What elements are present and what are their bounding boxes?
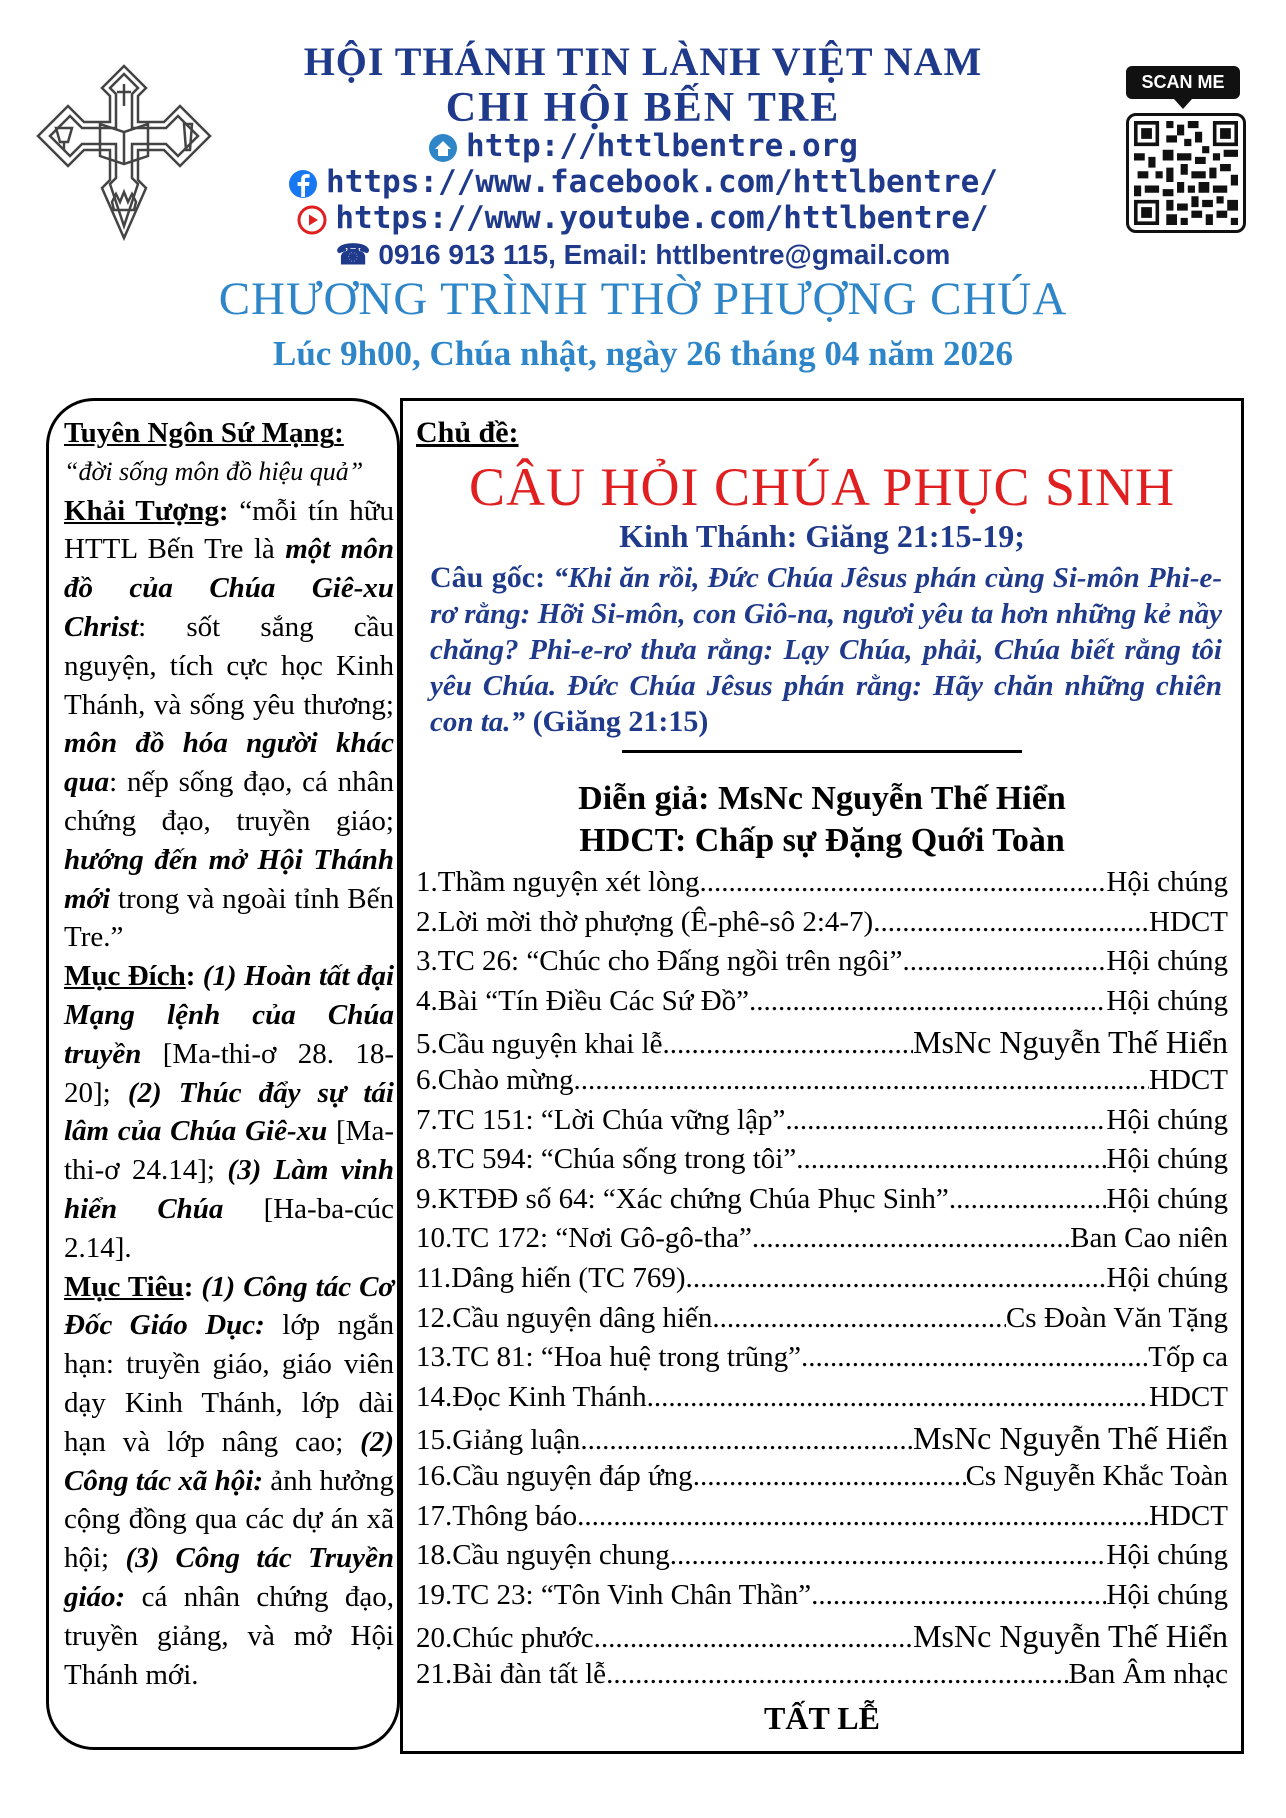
program-item-assignee: Hội chúng bbox=[1106, 1103, 1228, 1136]
topic-label: Chủ đề: bbox=[416, 416, 519, 449]
program-item-title: Bài “Tín Điều Các Sứ Đồ” bbox=[437, 984, 750, 1017]
dot-leader bbox=[577, 1500, 1149, 1533]
dot-leader bbox=[700, 866, 1107, 899]
goal-text-1: lớp ngắn hạn: truyền giáo, giáo viên dạy Kinh Thánh, lớp dài hạn và lớp nâng cao; bbox=[64, 1309, 394, 1458]
contact-line: ☎ 0916 913 115, Email: httlbentre@gmail.com bbox=[335, 239, 951, 270]
program-item bbox=[416, 1262, 1228, 1302]
program-item-title: TC 23: “Tôn Vinh Chân Thần” bbox=[452, 1578, 812, 1611]
program-item-title: Cầu nguyện đáp ứng bbox=[452, 1459, 693, 1492]
purpose-text-2: [Ma-thi-ơ 24.14]; bbox=[64, 1115, 394, 1187]
youtube-icon bbox=[297, 205, 327, 235]
goal-text-3: cá nhân chứng đạo, truyền giảng, và mở Hội Thánh mới. bbox=[64, 1580, 394, 1691]
dot-leader bbox=[752, 1222, 1070, 1255]
program-item-number: 19. bbox=[416, 1578, 453, 1611]
program-item-assignee: Hội chúng bbox=[1106, 866, 1228, 898]
purpose-bold-1: (1) Hoàn tất đại Mạng lệnh của Chúa truyền bbox=[64, 960, 395, 1070]
program-item-title: Dâng hiến (TC 769). bbox=[451, 1261, 693, 1294]
goal-bold-1: (1) Công tác Cơ Đốc Giáo Dục: bbox=[64, 1270, 394, 1342]
vision-bold-1: một môn đồ của Chúa Giê-xu Christ bbox=[64, 533, 394, 643]
dot-leader bbox=[749, 985, 1106, 1018]
key-verse bbox=[430, 560, 1222, 740]
org-name: HỘI THÁNH TIN LÀNH VIỆT NAM bbox=[303, 39, 983, 84]
dot-leader bbox=[693, 1460, 966, 1493]
dot-leader bbox=[606, 1658, 1068, 1691]
program-item bbox=[416, 1183, 1228, 1223]
program-item-assignee: Hội chúng bbox=[1106, 1182, 1228, 1215]
vision-text-1: “mỗi tín hữu HTTL Bến Tre là bbox=[64, 494, 394, 566]
program-item-title: Thầm nguyện xét lòng bbox=[437, 866, 700, 898]
program-item-number: 3. bbox=[416, 945, 438, 978]
youtube-line bbox=[0, 200, 1286, 236]
program-item bbox=[416, 1302, 1228, 1342]
purpose-bold-2: (2) Thúc đẩy sự tái lâm của Chúa Giê-xu bbox=[64, 1076, 394, 1148]
program-item-title: Bài đàn tất lễ bbox=[452, 1657, 607, 1690]
qr-block bbox=[1126, 66, 1244, 233]
order-of-service bbox=[416, 866, 1228, 1697]
closing-label: TẤT LỄ bbox=[764, 1700, 880, 1736]
dot-leader bbox=[647, 1381, 1149, 1414]
program-item-title: Cầu nguyện dâng hiến bbox=[452, 1301, 713, 1334]
program-item-number: 16. bbox=[416, 1459, 453, 1492]
goal-bold-3: (3) Công tác Truyền giáo: bbox=[64, 1542, 395, 1613]
website-line bbox=[0, 128, 1286, 164]
vision-text-3: : nếp sống đạo, cá nhân chứng đạo, truyền giáo; bbox=[64, 766, 394, 837]
host-line: HDCT: Chấp sự Đặng Quới Toàn bbox=[579, 822, 1065, 859]
program-item-number: 14. bbox=[416, 1380, 453, 1413]
program-item-title: Lời mời thờ phượng (Ê-phê-sô 2:4-7) bbox=[437, 905, 874, 938]
program-item-title: Cầu nguyện khai lễ bbox=[437, 1028, 663, 1061]
program-item-assignee: Hội chúng bbox=[1106, 1539, 1228, 1572]
goal-bold-2: (2) Công tác xã hội: bbox=[64, 1425, 394, 1497]
program-item-title: TC 151: “Lời Chúa vững lập” bbox=[437, 1103, 786, 1136]
speaker-line: Diễn giả: MsNc Nguyễn Thế Hiển bbox=[578, 780, 1066, 817]
vision-paragraph: Khải Tượng: “mỗi tín hữu HTTL Bến Tre là một môn đồ của Chúa Giê-xu Christ: sốt sắng cầu nguyện, tích cực học Kinh Thánh, và sống yêu thương; môn đồ hóa người khác qua: nếp sống đạo, cá nhân chứng đạo, truyền giáo; hướng đến mở Hội Thánh mới trong và ngoài tỉnh Bến Tre.” bbox=[64, 494, 394, 954]
program-item-assignee: Hội chúng bbox=[1106, 984, 1228, 1017]
mission-statement: “đời sống môn đồ hiệu quả” bbox=[64, 456, 364, 486]
program-item bbox=[416, 945, 1228, 985]
program-item-assignee: HDCT bbox=[1149, 1063, 1228, 1096]
qr-code-icon bbox=[1134, 121, 1238, 225]
branch-name: CHI HỘI BẾN TRE bbox=[445, 85, 841, 131]
verse-label: Câu gốc: bbox=[430, 561, 554, 594]
purpose-text-1: [Ma-thi-ơ 28. 18-20]; bbox=[64, 1037, 394, 1109]
dot-leader bbox=[949, 1183, 1107, 1216]
program-item-title: TC 594: “Chúa sống trong tôi” bbox=[437, 1143, 797, 1176]
program-item bbox=[416, 1658, 1228, 1698]
qr-code[interactable] bbox=[1126, 113, 1246, 233]
program-item-title: Cầu nguyện chung bbox=[452, 1539, 670, 1572]
dot-leader bbox=[873, 906, 1149, 939]
program-item-number: 9. bbox=[416, 1182, 438, 1215]
program-item-assignee: Hội chúng bbox=[1106, 1143, 1228, 1176]
program-item-title: TC 81: “Hoa huệ trong trũng” bbox=[452, 1341, 801, 1374]
goal-text-2: ảnh hưởng cộng đồng qua các dự án xã hội; bbox=[64, 1464, 394, 1575]
program-item bbox=[416, 1539, 1228, 1579]
program-item-assignee: HDCT bbox=[1149, 1380, 1228, 1413]
program-item-assignee: Hội chúng bbox=[1106, 1578, 1228, 1611]
program-item-number: 21. bbox=[416, 1657, 453, 1690]
program-item bbox=[416, 906, 1228, 946]
program-item-assignee: MsNc Nguyễn Thế Hiển bbox=[913, 1024, 1228, 1061]
dot-leader bbox=[670, 1539, 1107, 1572]
youtube-link[interactable]: https://www.youtube.com/httlbentre/ bbox=[335, 200, 989, 236]
program-item-title: Đọc Kinh Thánh bbox=[452, 1380, 647, 1413]
service-datetime: Lúc 9h00, Chúa nhật, ngày 26 tháng 04 năm 2026 bbox=[272, 334, 1014, 373]
program-item bbox=[416, 866, 1228, 906]
program-item bbox=[416, 1618, 1228, 1658]
program-item bbox=[416, 1420, 1228, 1460]
dot-leader bbox=[693, 1262, 1107, 1295]
purpose-label: Mục Đích bbox=[64, 960, 186, 993]
website-link[interactable]: http://httlbentre.org bbox=[466, 128, 858, 164]
purpose-bold-3: (3) Làm vinh hiển Chúa bbox=[64, 1154, 394, 1225]
program-item-title: Thông báo bbox=[452, 1499, 578, 1532]
dot-leader bbox=[902, 945, 1106, 978]
program-item-assignee: MsNc Nguyễn Thế Hiển bbox=[913, 1420, 1228, 1457]
purpose-text-3: [Ha-ba-cúc 2.14]. bbox=[64, 1192, 394, 1264]
dot-leader bbox=[594, 1622, 913, 1655]
scripture-reference: Kinh Thánh: Giăng 21:15-19; bbox=[619, 518, 1025, 554]
program-item-assignee: Ban Âm nhạc bbox=[1068, 1657, 1228, 1690]
program-title: CHƯƠNG TRÌNH THỜ PHƯỢNG CHÚA bbox=[218, 273, 1068, 325]
program-item-assignee: Ban Cao niên bbox=[1070, 1222, 1228, 1255]
verse-text: “Khi ăn rồi, Đức Chúa Jêsus phán cùng Si-môn Phi-e-rơ rằng: Hỡi Si-môn, con Giô-na, ngươi yêu ta hơn những kẻ nầy chăng? Phi-e-rơ thưa rằng: Lạy Chúa, phải, Chúa biết rằng tôi yêu Chúa. Đức Chúa Jêsus phán rằng: Hãy chăn những chiên con ta.” bbox=[430, 562, 1223, 738]
scan-me-label: SCAN ME bbox=[1126, 66, 1240, 99]
program-item-number: 7. bbox=[416, 1103, 438, 1136]
dot-leader bbox=[801, 1341, 1148, 1374]
program-item-number: 13. bbox=[416, 1341, 453, 1374]
mission-label: Tuyên Ngôn Sứ Mạng bbox=[64, 417, 335, 449]
mission-text bbox=[64, 414, 394, 1694]
purpose-paragraph: Mục Đích: (1) Hoàn tất đại Mạng lệnh của Chúa truyền [Ma-thi-ơ 28. 18-20]; (2) Thúc đẩy sự tái lâm của Chúa Giê-xu [Ma-thi-ơ 24.14]; (3) Làm vinh hiển Chúa [Ha-ba-cúc 2.14]. bbox=[64, 960, 395, 1264]
dot-leader bbox=[712, 1302, 1006, 1335]
program-item-title: KTĐĐ số 64: “Xác chứng Chúa Phục Sinh” bbox=[437, 1182, 949, 1215]
divider bbox=[622, 750, 1022, 753]
bulletin-header bbox=[0, 0, 1286, 390]
program-item-assignee: HDCT bbox=[1149, 1499, 1228, 1532]
vision-label: Khải Tượng bbox=[64, 494, 219, 527]
program-item-number: 11. bbox=[416, 1261, 452, 1294]
program-item-assignee: Cs Nguyễn Khắc Toàn bbox=[965, 1459, 1228, 1492]
program-item bbox=[416, 1500, 1228, 1540]
program-item-number: 10. bbox=[416, 1222, 453, 1255]
program-item bbox=[416, 1024, 1228, 1064]
dot-leader bbox=[811, 1579, 1106, 1612]
program-item-number: 5. bbox=[416, 1028, 438, 1061]
program-item-assignee: Hội chúng bbox=[1106, 1261, 1228, 1294]
vision-text-2: : sốt sắng cầu nguyện, tích cực học Kinh Thánh, và sống yêu thương; bbox=[64, 610, 394, 721]
program-item-number: 1. bbox=[416, 866, 438, 898]
program-item-number: 8. bbox=[416, 1143, 438, 1176]
program-item bbox=[416, 1579, 1228, 1619]
dot-leader bbox=[796, 1143, 1106, 1176]
goal-label: Mục Tiêu bbox=[64, 1270, 184, 1303]
program-item-title: TC 26: “Chúc cho Đấng ngồi trên ngôi” bbox=[437, 945, 903, 978]
program-item-title: Chào mừng bbox=[437, 1063, 574, 1096]
program-item-assignee: Cs Đoàn Văn Tặng bbox=[1005, 1301, 1228, 1334]
program-item-number: 18. bbox=[416, 1539, 453, 1572]
program-item-title: Chúc phước bbox=[452, 1622, 594, 1655]
program-item bbox=[416, 1222, 1228, 1262]
facebook-icon bbox=[288, 169, 318, 199]
program-item-number: 6. bbox=[416, 1063, 438, 1096]
sermon-topic: CÂU HỎI CHÚA PHỤC SINH bbox=[468, 457, 1176, 517]
program-item-assignee: HDCT bbox=[1149, 905, 1228, 938]
program-item-number: 4. bbox=[416, 984, 438, 1017]
dot-leader bbox=[785, 1104, 1106, 1137]
program-item bbox=[416, 1381, 1228, 1421]
program-item-number: 20. bbox=[416, 1622, 453, 1655]
vision-text-4: trong và ngoài tỉnh Bến Tre.” bbox=[64, 882, 394, 954]
home-icon bbox=[428, 133, 458, 163]
program-item-number: 17. bbox=[416, 1499, 453, 1532]
program-item-number: 12. bbox=[416, 1301, 453, 1334]
facebook-line bbox=[0, 164, 1286, 200]
program-item-assignee: MsNc Nguyễn Thế Hiển bbox=[913, 1618, 1228, 1655]
program-item-assignee: Hội chúng bbox=[1106, 945, 1228, 978]
vision-bold-3: hướng đến mở Hội Thánh mới bbox=[64, 843, 394, 915]
program-item-title: TC 172: “Nơi Gô-gô-tha” bbox=[452, 1222, 752, 1255]
goal-paragraph: Mục Tiêu: (1) Công tác Cơ Đốc Giáo Dục: lớp ngắn hạn: truyền giáo, giáo viên dạy Kinh Thánh, lớp dài hạn và lớp nâng cao; (2) Công tác xã hội: ảnh hưởng cộng đồng qua các dự án xã hội; (3) Công tác Truyền giáo: cá nhân chứng đạo, truyền giảng, và mở Hội Thánh mới. bbox=[64, 1270, 395, 1691]
dot-leader bbox=[574, 1064, 1150, 1097]
dot-leader bbox=[662, 1028, 913, 1061]
program-item bbox=[416, 1143, 1228, 1183]
program-item-assignee: Tốp ca bbox=[1148, 1341, 1228, 1374]
facebook-link[interactable]: https://www.facebook.com/httlbentre/ bbox=[326, 164, 998, 200]
program-item bbox=[416, 985, 1228, 1025]
program-item bbox=[416, 1064, 1228, 1104]
program-item-title: Giảng luận bbox=[452, 1424, 581, 1457]
verse-ref: (Giăng 21:15) bbox=[525, 705, 709, 738]
program-item bbox=[416, 1104, 1228, 1144]
program-item bbox=[416, 1460, 1228, 1500]
program-item-number: 15. bbox=[416, 1424, 453, 1457]
program-item-number: 2. bbox=[416, 905, 438, 938]
program-item bbox=[416, 1341, 1228, 1381]
dot-leader bbox=[580, 1424, 913, 1457]
vision-bold-2: môn đồ hóa người khác qua bbox=[64, 727, 394, 799]
mission-paragraph: Tuyên Ngôn Sứ Mạng: bbox=[64, 417, 344, 449]
